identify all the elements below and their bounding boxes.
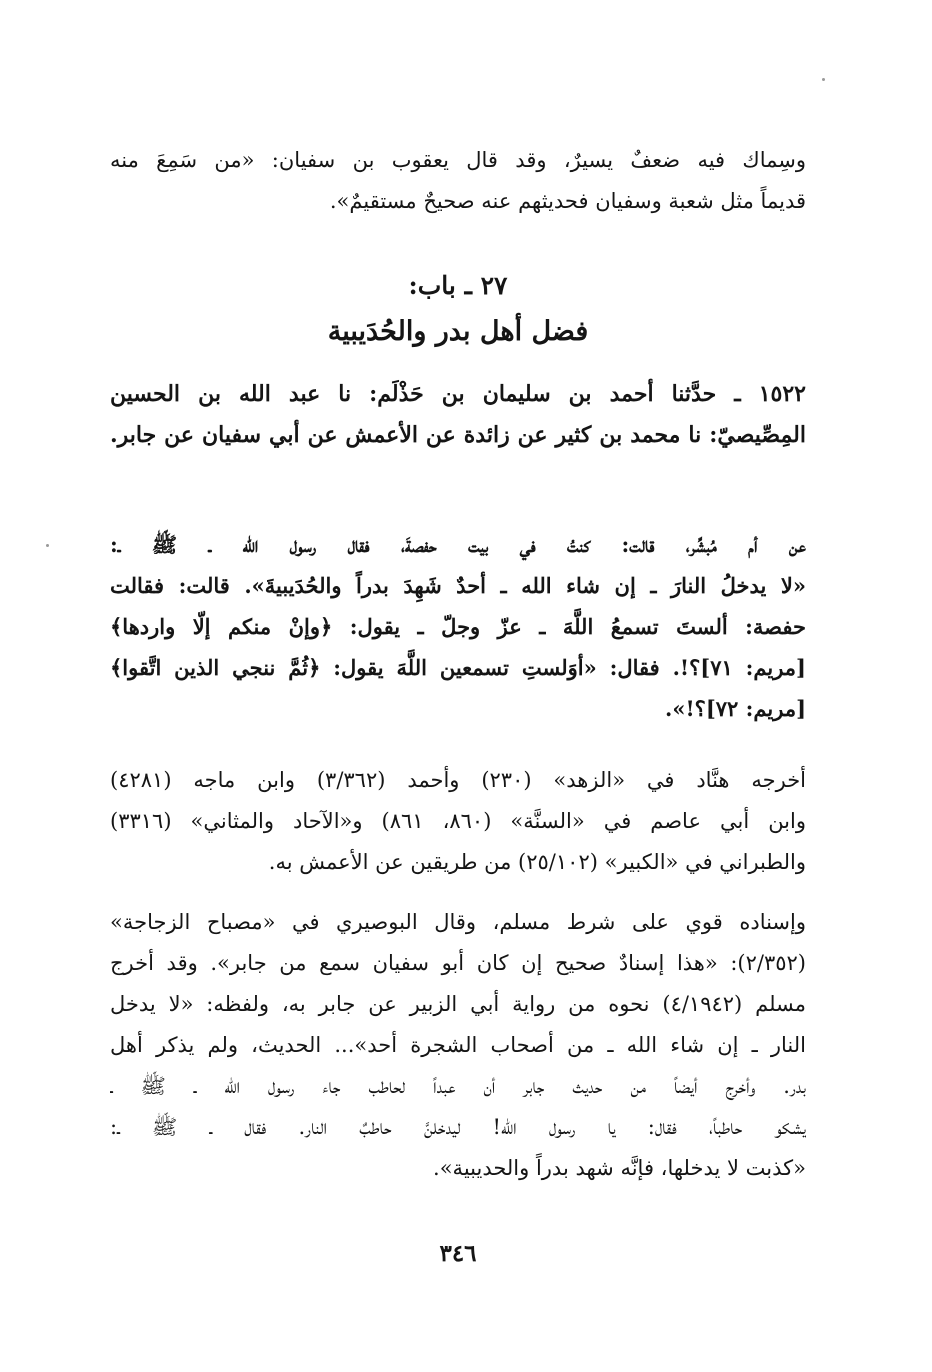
commentary-paragraph bbox=[110, 902, 806, 1189]
text-line: بدر. وأخرج أيضاً من حديث جابر أن عبداً لحاطب جاء رسول الله ـ ﷺ ـ bbox=[110, 1074, 806, 1098]
text-line: مسلم (٤/١٩٤٢) نحوه من رواية أبي الزبير عن جابر به، ولفظه: «لا يدخل bbox=[110, 992, 806, 1016]
scan-speck bbox=[46, 544, 49, 547]
chapter-title: فضل أهل بدر والحُدَيبية bbox=[327, 316, 589, 347]
page-number: ٣٤٦ bbox=[439, 1240, 477, 1267]
text-line: [مريم: ٧٢]؟!». bbox=[665, 696, 806, 721]
hadith-text bbox=[110, 524, 806, 729]
text-line: النار ـ إن شاء الله ـ من أصحاب الشجرة أحد»... الحديث، ولم يذكر أهل bbox=[110, 1033, 806, 1057]
text-line: عن أم مُبشِّر، قالت: كنتُ في بيت حفصةَ، فقال رسول الله ـ ﷺ ـ: bbox=[110, 532, 806, 557]
text-line: قديماً مثل شعبة وسفيان فحديثهم عنه صحيحٌ مستقيمٌ». bbox=[329, 189, 806, 213]
takhrij-paragraph bbox=[110, 760, 806, 883]
text-line: أخرجه هنَّاد في «الزهد» (٢٣٠) وأحمد (٣/٣٦٢) وابن ماجه (٤٢٨١) bbox=[110, 768, 806, 792]
chapter-number: ٢٧ ـ باب: bbox=[408, 271, 508, 300]
text-line: والطبراني في «الكبير» (٢٥/١٠٢) من طريقين عن الأعمش به. bbox=[268, 850, 806, 874]
text-line: «كذبت لا يدخلها، فإنَّه شهد بدراً والحديبية». bbox=[433, 1156, 806, 1180]
isnad-paragraph bbox=[110, 374, 806, 456]
text-line: «لا يدخلُ النارَ ـ إن شاء الله ـ أحدٌ شَهِدَ بدراً والحُدَيبيةَ». قالت: فقالت bbox=[110, 573, 806, 598]
scan-speck bbox=[822, 78, 825, 81]
text-line: (٢/٣٥٢): «هذا إسنادٌ صحيح إن كان أبو سفيان سمع من جابر». وقد أخرج bbox=[110, 951, 806, 975]
text-line: يشكو حاطباً، فقال: يا رسول الله! ليدخلنَّ حاطبٌ النار. فقال ـ ﷺ ـ: bbox=[110, 1115, 806, 1139]
text-line: وابن أبي عاصم في «السنَّة» (٨٦٠، ٨٦١) و«الآحاد والمثاني» (٣٣١٦) bbox=[110, 809, 806, 833]
text-line: [مريم: ٧١]؟!. فقال: «أوَلستِ تسمعين اللَّهَ يقول: ﴿ثُمَّ ننجي الذين اتَّقوا﴾ bbox=[110, 655, 806, 680]
text-line: حفصة: ألستَ تسمعُ اللَّهَ ـ عزّ وجلّ ـ يقول: ﴿وإنْ منكم إلّا واردها﴾ bbox=[110, 614, 806, 639]
text-line: المِصِّيصيّ: نا محمد بن كثير عن زائدة عن الأعمش عن أبي سفيان عن جابر. bbox=[110, 422, 806, 448]
intro-paragraph bbox=[110, 140, 806, 222]
text-line: وسِماك فيه ضعفٌ يسيرٌ، وقد قال يعقوب بن سفيان: «من سَمِعَ منه bbox=[110, 148, 806, 172]
text-line: ١٥٢٢ ـ حدَّثنا أحمد بن سليمان بن حَذْلَم: نا عبد الله بن الحسين bbox=[110, 381, 806, 407]
text-line: وإسناده قوي على شرط مسلم، وقال البوصيري في «مصباح الزجاجة» bbox=[110, 910, 806, 934]
